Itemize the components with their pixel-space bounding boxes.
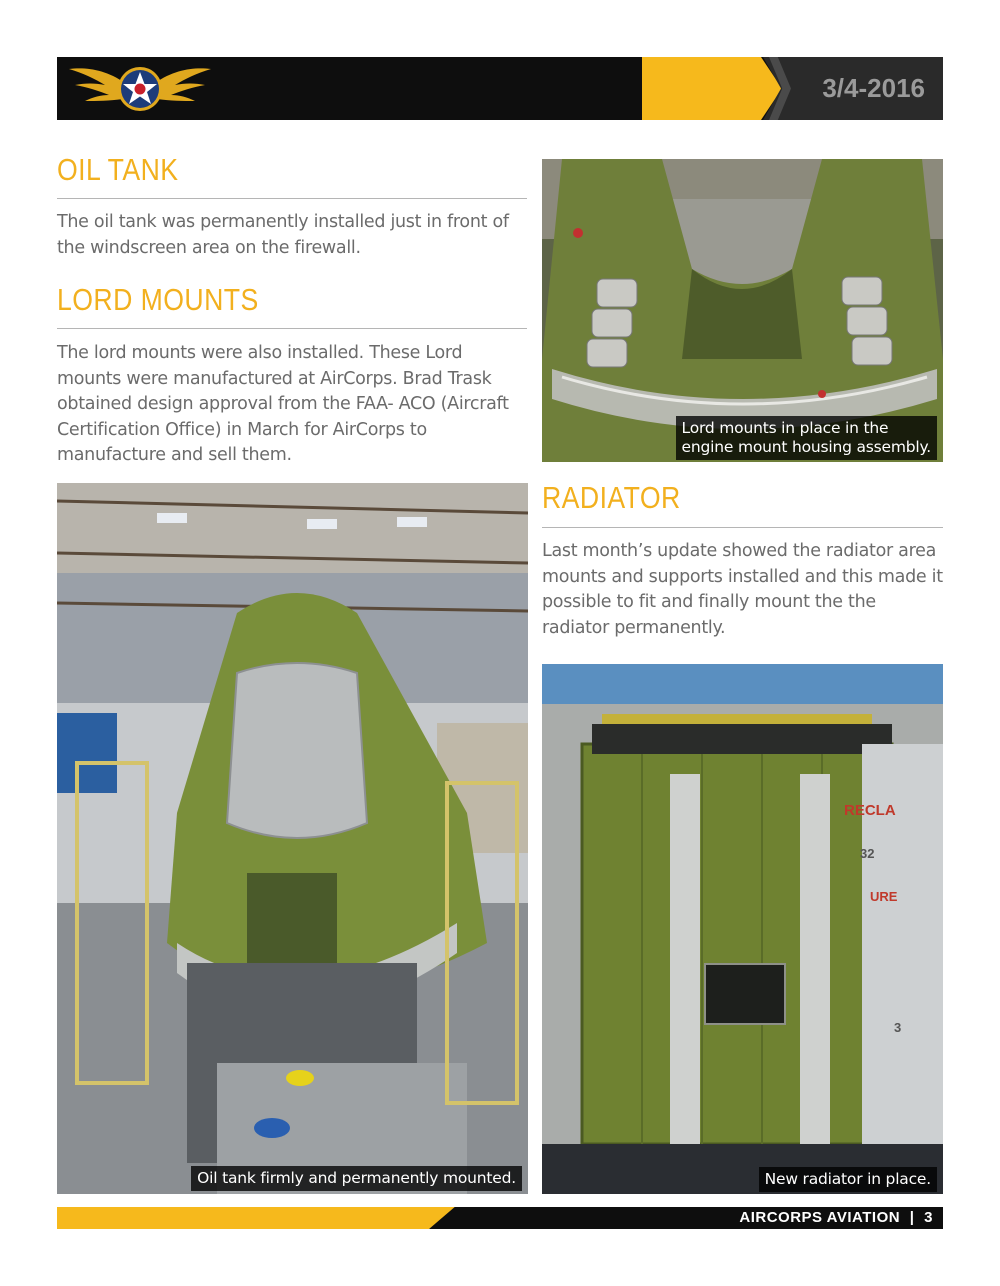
radiator-signage-1: RECLA [844,802,896,819]
header-yellow-band [642,57,782,120]
oil-tank-photo [57,483,528,1194]
lord-mounts-caption [676,416,937,460]
radiator-body: Last month’s update showed the radiator area mounts and supports installed and this made it possible to fit and finally mount the the radiator permanently. [542,541,943,638]
lord-mounts-heading: LORD MOUNTS [57,282,259,317]
lord-mounts-caption-line1: Lord mounts in place in the [681,419,889,437]
oil-tank-rule [57,198,527,199]
lord-mounts-photo [542,159,943,462]
issue-date: 3/4-2016 [822,73,925,103]
aircorps-wings-logo-icon [65,59,215,117]
footer-label [739,1209,933,1226]
radiator-rule [542,527,943,528]
radiator-heading: RADIATOR [542,480,681,515]
page-footer [57,1207,943,1229]
radiator-caption: New radiator in place. [759,1167,937,1192]
radiator-photo [542,664,943,1194]
oil-tank-caption: Oil tank firmly and permanently mounted. [191,1166,522,1191]
page-header [57,57,943,120]
footer-yellow-band [57,1207,457,1229]
oil-tank-body: The oil tank was permanently installed just in front of the windscreen area on the firewall. [57,212,509,258]
radiator-signage-3: URE [870,889,898,904]
oil-tank-heading: OIL TANK [57,152,179,187]
footer-brand: AIRCORPS AVIATION [739,1209,901,1226]
footer-separator: | [909,1209,915,1226]
lord-mounts-rule [57,328,527,329]
page-number: 3 [924,1209,933,1226]
radiator-signage-2: 32 [860,846,875,861]
lord-mounts-caption-line2: engine mount housing assembly. [681,438,931,456]
lord-mounts-body: The lord mounts were also installed. These Lord mounts were manufactured at AirCorps. Brad Trask obtained design approval from the FAA- ACO (Aircraft Certification Office) in March for AirCorps to manufacture and sell them. [57,343,509,465]
radiator-signage-4: 3 [894,1020,902,1035]
